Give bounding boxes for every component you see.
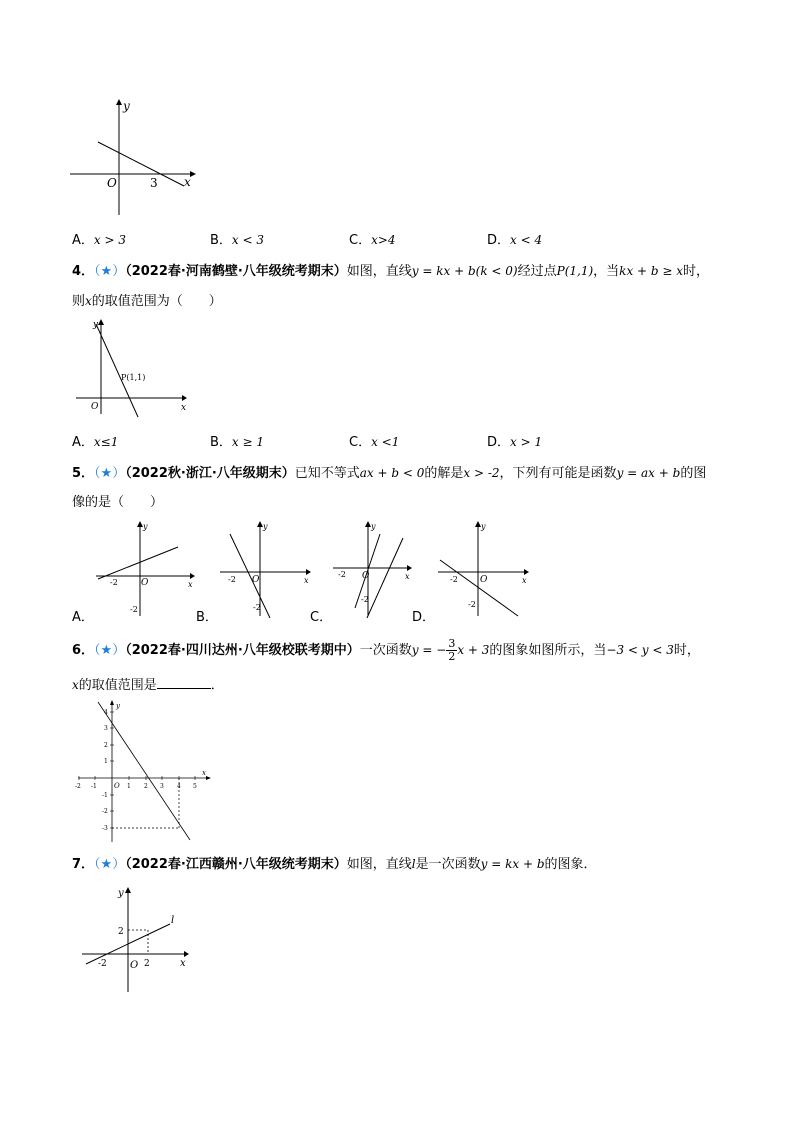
- q4-x-label: x: [181, 403, 187, 413]
- q6-stem-line1: 6．（★）（2022春·四川达州·八年级校联考期中）一次函数y = − $\frac{3}{2}$ x + 3的图象如图所示，当−3 < y < 3时，: [72, 637, 700, 663]
- q6-ytick: -3: [102, 825, 108, 832]
- q5d-tick-x: -2: [450, 575, 458, 584]
- q4-option-a[interactable]: A．x≤1: [72, 435, 119, 450]
- q3-option-c[interactable]: C．x>4: [349, 233, 396, 248]
- q6-graph: [74, 700, 214, 846]
- q5-stem-line1: 5．（★）（2022秋·浙江·八年级期末）已知不等式ax + b < 0的解是x > -2，下列有可能是函数y = ax + b的图: [72, 466, 707, 481]
- q3-x-label: x: [184, 175, 191, 189]
- q5b-x-label: x: [304, 576, 309, 585]
- q6-xtick: -1: [91, 783, 97, 790]
- q4-option-c[interactable]: C．x <1: [349, 435, 400, 450]
- q5-option-d[interactable]: D．: [412, 610, 436, 625]
- q5-stem-line2: 像的是（ ）: [72, 495, 164, 510]
- q5c-y-label: y: [371, 522, 376, 531]
- q7-origin-label: O: [130, 960, 139, 971]
- q6-number: 6．: [72, 643, 95, 658]
- q6-origin-label: O: [114, 782, 120, 790]
- q6-y-label: y: [116, 702, 120, 710]
- q4-option-d[interactable]: D．x > 1: [487, 435, 543, 450]
- q5a-tick-y: -2: [130, 605, 138, 614]
- q4-y-label: y: [93, 320, 99, 330]
- q5-graph-c: [331, 520, 415, 618]
- q5d-tick-y: -2: [468, 600, 476, 609]
- q6-ytick: 1: [104, 758, 108, 765]
- q5-graph-a: [94, 520, 198, 618]
- q5b-tick-y: -2: [253, 603, 261, 612]
- q6-xtick: 5: [193, 783, 197, 790]
- q5c-tick-x: -2: [338, 570, 346, 579]
- q5c-origin-label: O: [362, 571, 370, 581]
- q7-number: 7．: [72, 857, 95, 872]
- q4-stem-line2: 则x的取值范围为（ ）: [72, 294, 222, 309]
- q7-line-label: l: [171, 915, 175, 926]
- q7-y-label: y: [118, 888, 124, 899]
- q3-graph: [68, 98, 198, 218]
- q6-x-label: x: [202, 769, 206, 777]
- q5-option-c[interactable]: C．: [310, 610, 333, 625]
- q5a-origin-label: O: [141, 578, 149, 588]
- q6-ytick: -2: [102, 808, 108, 815]
- q5d-y-label: y: [481, 522, 486, 531]
- q5b-origin-label: O: [252, 575, 260, 585]
- q3-origin-label: O: [107, 176, 117, 190]
- q7-tick-y: 2: [118, 927, 124, 937]
- q6-xtick: 2: [144, 783, 148, 790]
- q6-xtick: 4: [177, 783, 181, 790]
- q4-option-b[interactable]: B．x ≥ 1: [210, 435, 265, 450]
- q6-ytick: 4: [104, 709, 108, 716]
- q5a-y-label: y: [143, 522, 148, 531]
- q5-graph-b: [218, 520, 314, 618]
- q6-xtick: 1: [127, 783, 131, 790]
- q5d-x-label: x: [522, 576, 527, 585]
- q5a-x-label: x: [188, 580, 193, 589]
- q4-graph: [74, 318, 190, 418]
- q4-source: （2022春·河南鹤壁·八年级统考期末）: [125, 264, 347, 279]
- q6-source: （2022春·四川达州·八年级校联考期中）: [125, 643, 360, 658]
- q5c-tick-y: -2: [361, 595, 369, 604]
- q7-tick-x-neg: -2: [98, 959, 107, 969]
- q7-x-label: x: [180, 958, 186, 969]
- q6-stem-line2: x的取值范围是 ．: [72, 678, 224, 693]
- q6-fraction: $\frac{3}{2}$: [448, 637, 456, 663]
- q6-xtick: 3: [160, 783, 164, 790]
- q5-source: （2022秋·浙江·八年级期末）: [125, 466, 295, 481]
- star-icon: （★）: [94, 857, 126, 872]
- q3-option-d[interactable]: D．x < 4: [487, 233, 543, 248]
- q5a-tick-x: -2: [110, 578, 118, 587]
- q6-xtick: -2: [75, 783, 81, 790]
- q4-point-label: P(1,1): [121, 373, 146, 382]
- q5b-y-label: y: [263, 522, 268, 531]
- q5-option-a[interactable]: A．: [72, 610, 94, 625]
- q6-ytick: 3: [104, 725, 108, 732]
- star-icon: （★）: [94, 264, 126, 279]
- q4-stem-line1: 4．（★）（2022春·河南鹤壁·八年级统考期末）如图，直线y = kx + b(k < 0)经过点P(1,1)，当kx + b ≥ x时，: [72, 264, 710, 279]
- q7-stem: 7．（★）（2022春·江西赣州·八年级统考期末）如图，直线l是一次函数y = kx + b的图象．: [72, 857, 597, 872]
- q5d-origin-label: O: [480, 575, 488, 585]
- q5b-tick-x: -2: [228, 575, 236, 584]
- q6-ytick: 2: [104, 742, 108, 749]
- q3-option-b[interactable]: B．x < 3: [210, 233, 265, 248]
- q5-number: 5．: [72, 466, 95, 481]
- star-icon: （★）: [94, 466, 126, 481]
- q7-graph: [80, 884, 192, 994]
- q3-x-intercept-label: 3: [150, 176, 158, 190]
- answer-blank[interactable]: [157, 676, 211, 689]
- q4-number: 4．: [72, 264, 95, 279]
- q3-option-a[interactable]: A．x > 3: [72, 233, 126, 248]
- q4-origin-label: O: [91, 402, 99, 412]
- q6-ytick: -1: [102, 792, 108, 799]
- star-icon: （★）: [94, 643, 126, 658]
- q7-tick-x-pos: 2: [144, 959, 150, 969]
- q5-graph-d: [436, 520, 532, 618]
- q5-option-b[interactable]: B．: [196, 610, 218, 625]
- q5c-x-label: x: [405, 572, 410, 581]
- q3-y-label: y: [123, 99, 130, 113]
- q7-source: （2022春·江西赣州·八年级统考期末）: [125, 857, 347, 872]
